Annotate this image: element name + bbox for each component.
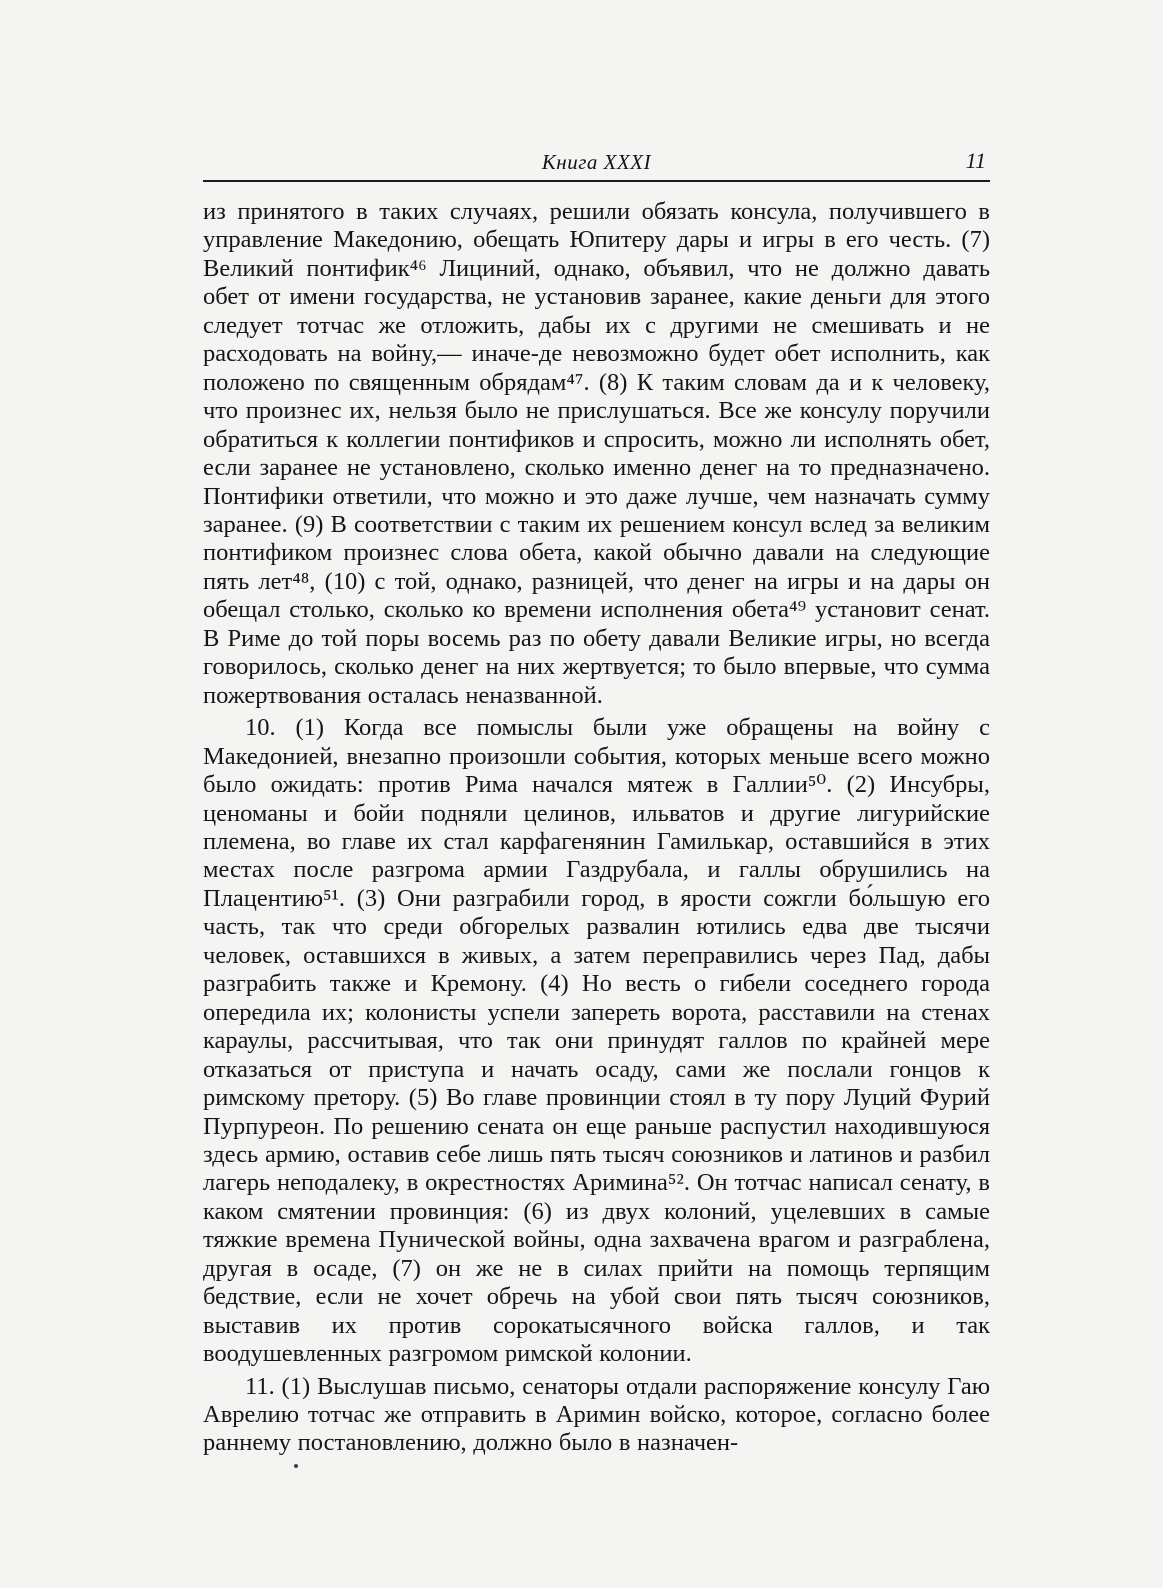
header-rule [203, 180, 990, 182]
body-text [203, 198, 990, 1458]
scan-speck [294, 1464, 298, 1468]
running-title: Книга XXXI [541, 150, 652, 174]
paragraph-continuation: из принятого в таких случаях, решили обязать консула, получившего в управление Македонию, обещать Юпитеру дары и игры в его честь. (7) Великий понтифик⁴⁶ Лициний, однако, объявил, что не должно давать обет от имени государства, не установив заранее, какие деньги для этого следует тотчас же отложить, дабы их с другими не смешивать и не расходовать на войну,— иначе-де невозможно будет обет исполнить, как положено по священным обрядам⁴⁷. (8) К таким словам да и к человеку, что произнес их, нельзя было не прислушаться. Все же консулу поручили обратиться к коллегии понтификов и спросить, можно ли исполнять обет, если заранее не установлено, сколько именно денег на то предназначено. Понтифики ответили, что можно и это даже лучше, чем назначать сумму заранее. (9) В соответствии с таким их решением консул вслед за великим понтификом произнес слова обета, какой обычно давали на следующие пять лет⁴⁸, (10) с той, однако, разницей, что денег на игры и на дары он обещал столько, сколько ко времени исполнения обета⁴⁹ установит сенат. В Риме до той поры восемь раз по обету давали Великие игры, но всегда говорилось, сколько денег на них жертвуется; то было впервые, что сумма пожертвования осталась неназванной. [203, 198, 990, 709]
page-number: 11 [965, 148, 986, 173]
running-head [203, 148, 990, 178]
paragraph-chapter-11: 11. (1) Выслушав письмо, сенаторы отдали распоряжение консулу Гаю Аврелию тотчас же отправить в Аримин войско, которое, согласно более раннему постановлению, должно было в назначен- [203, 1372, 990, 1457]
paragraph-chapter-10: 10. (1) Когда все помыслы были уже обращены на войну с Македонией, внезапно произошли события, которых меньше всего можно было ожидать: против Рима начался мятеж в Галлии⁵⁰. (2) Инсубры, ценоманы и бойи подняли целинов, ильватов и другие лигурийские племена, во главе их стал карфагенянин Гамилькар, оставшийся в этих местах после разгрома армии Газдрубала, и галлы обрушились на Плацентию⁵¹. (3) Они разграбили город, в ярости сожгли бо́льшую его часть, так что среди обгорелых развалин ютились едва две тысячи человек, оставшихся в живых, а затем переправились через Пад, дабы разграбить также и Кремону. (4) Но весть о гибели соседнего города опередила их; колонисты успели запереть ворота, расставили на стенах караулы, рассчитывая, что так они принудят галлов по крайней мере отказаться от приступа и начать осаду, сами же послали гонцов к римскому претору. (5) Во главе провинции стоял в ту пору Луций Фурий Пурпуреон. По решению сената он еще раньше распустил находившуюся здесь армию, оставив себе лишь пять тысяч союзников и латинов и разбил лагерь неподалеку, в окрестностях Аримина⁵². Он тотчас написал сенату, в каком смятении провинция: (6) из двух колоний, уцелевших в самые тяжкие времена Пунической войны, одна захвачена врагом и разграблена, другая в осаде, (7) он же не в силах прийти на помощь терпящим бедствие, если не хочет обречь на убой свои пять тысяч союзников, выставив их против сорокатысячного войска галлов, и так воодушевленных разгромом римской колонии. [203, 714, 990, 1368]
